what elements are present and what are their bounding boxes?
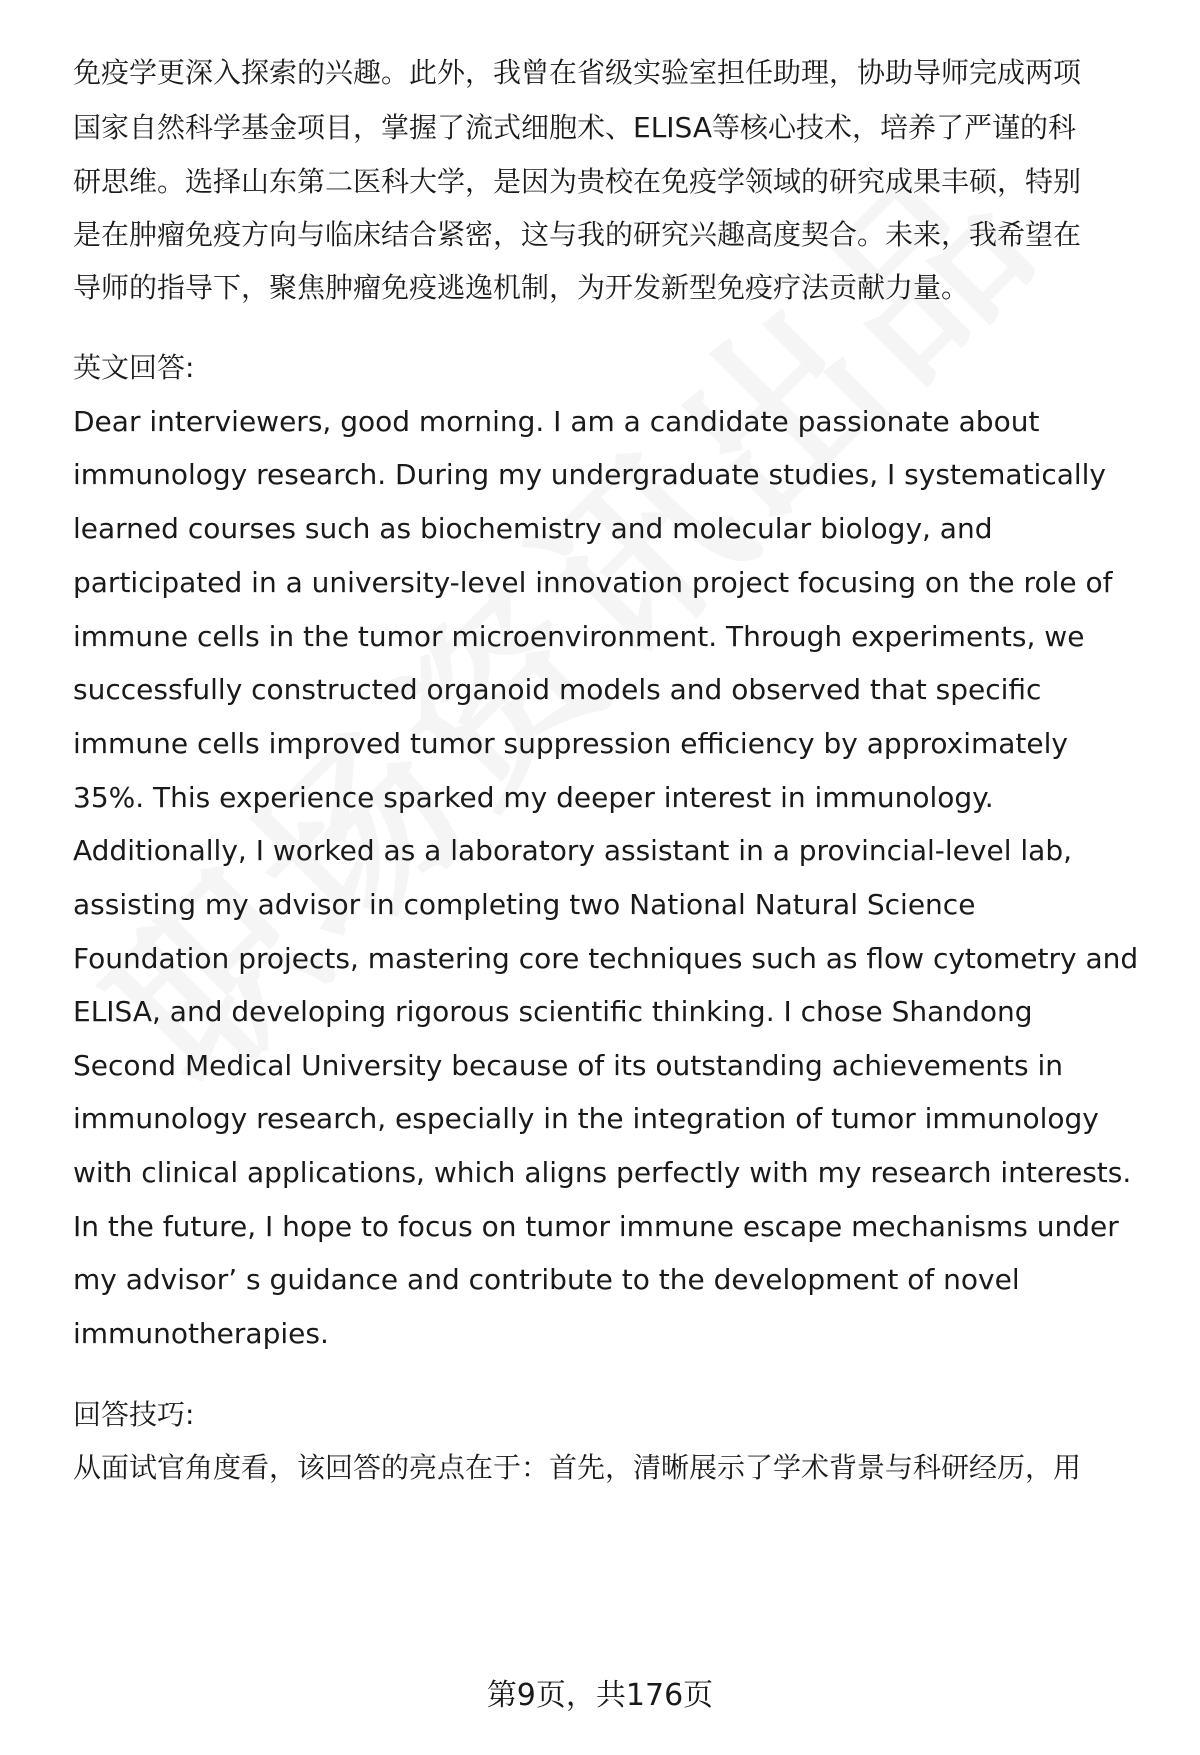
en-answer-line: In the future, I hope to focus on tumor immune escape mechanisms under — [73, 1210, 1119, 1243]
cn-answer-line: 研思维。选择山东第二医科大学，是因为贵校在免疫学领域的研究成果丰硕，特别 — [73, 165, 1082, 198]
en-answer-line: learned courses such as biochemistry and molecular biology, and — [73, 512, 993, 545]
answer-tips-heading: 回答技巧: — [73, 1398, 195, 1431]
en-answer-line: ELISA, and developing rigorous scientific thinking. I chose Shandong — [73, 995, 1033, 1028]
en-answer-line: immunotherapies. — [73, 1317, 329, 1350]
cn-answer-line: 国家自然科学基金项目，掌握了流式细胞术、ELISA等核心技术，培养了严谨的科 — [73, 111, 1077, 144]
tips-line: 从面试官角度看，该回答的亮点在于：首先，清晰展示了学术背景与科研经历，用 — [73, 1451, 1082, 1484]
cn-answer-line: 是在肿瘤免疫方向与临床结合紧密，这与我的研究兴趣高度契合。未来，我希望在 — [73, 218, 1082, 251]
en-answer-line: assisting my advisor in completing two National Natural Science — [73, 888, 976, 921]
en-answer-line: Second Medical University because of its outstanding achievements in — [73, 1049, 1064, 1082]
en-answer-line: Dear interviewers, good morning. I am a candidate passionate about — [73, 405, 1040, 438]
en-answer-line: my advisor’ s guidance and contribute to the development of novel — [73, 1263, 1020, 1296]
en-answer-line: Foundation projects, mastering core techniques such as flow cytometry and — [73, 942, 1139, 975]
en-answer-line: immune cells in the tumor microenvironment. Through experiments, we — [73, 620, 1085, 653]
en-answer-line: immunology research. During my undergraduate studies, I systematically — [73, 458, 1107, 491]
en-answer-line: participated in a university-level innovation project focusing on the role of — [73, 566, 1113, 599]
english-answer-heading: 英文回答: — [73, 351, 195, 384]
page-number-footer: 第9页，共176页 — [486, 1678, 714, 1713]
cn-answer-line: 导师的指导下，聚焦肿瘤免疫逃逸机制，为开发新型免疫疗法贡献力量。 — [73, 271, 970, 304]
en-answer-line: with clinical applications, which aligns perfectly with my research interests. — [73, 1156, 1132, 1189]
en-answer-line: immune cells improved tumor suppression efficiency by approximately — [73, 727, 1068, 760]
en-answer-line: 35%. This experience sparked my deeper interest in immunology. — [73, 781, 994, 814]
en-answer-line: immunology research, especially in the integration of tumor immunology — [73, 1102, 1099, 1135]
en-answer-line: successfully constructed organoid models and observed that specific — [73, 673, 1042, 706]
cn-answer-line: 免疫学更深入探索的兴趣。此外，我曾在省级实验室担任助理，协助导师完成两项 — [73, 56, 1082, 89]
en-answer-line: Additionally, I worked as a laboratory assistant in a provincial-level lab, — [73, 834, 1072, 867]
